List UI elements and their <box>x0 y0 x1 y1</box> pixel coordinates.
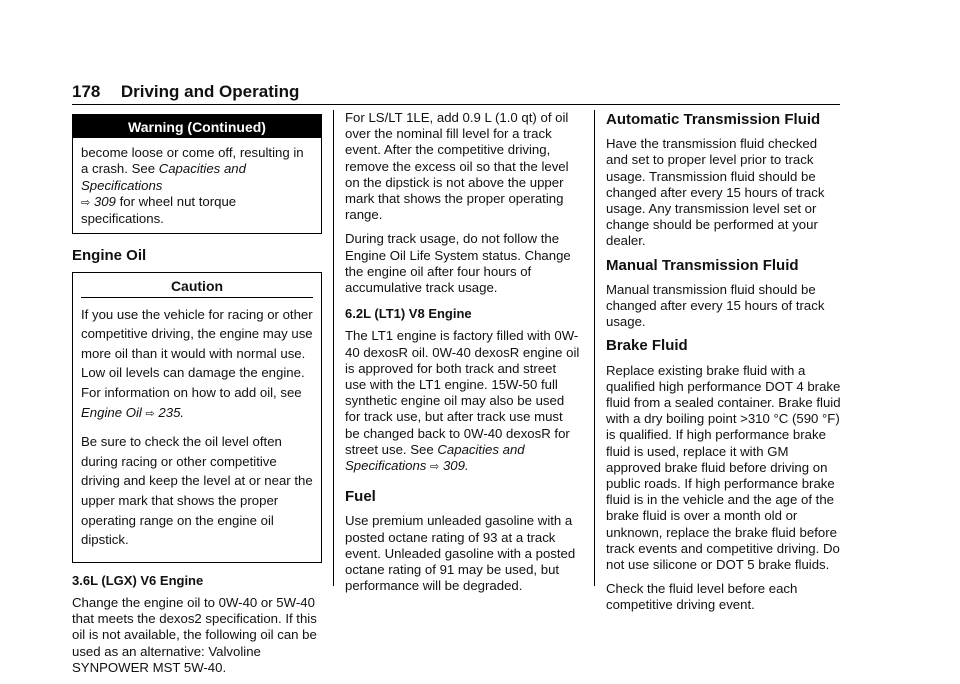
warning-title: Warning (Continued) <box>73 115 321 138</box>
mtf-heading: Manual Transmission Fluid <box>606 256 799 274</box>
warning-text-end: for wheel nut torque specifications. <box>81 193 237 227</box>
engine-oil-page-ref[interactable]: 235. <box>158 404 185 420</box>
caution-box <box>72 272 322 562</box>
chapter-title: Driving and Operating <box>120 82 300 101</box>
lt1-engine-text: The LT1 engine is factory filled with 0W-40 dexosR oil. 0W-40 dexosR engine oil is approved for both track and street use with the LT1 engine. 15W-50 full synthetic engine oil may also be used for track use, but after track use must be changed back to 0W-40 dexosR for street use. See <box>345 328 580 457</box>
page-header <box>72 82 842 102</box>
warning-text: become loose or come off, resulting in a crash. See <box>81 145 304 177</box>
column-divider <box>594 110 595 586</box>
lgx-engine-subheading: 3.6L (LGX) V6 Engine <box>72 572 204 588</box>
oil-life-paragraph: During track usage, do not follow the Engine Oil Life System status. Change the engine oil after four hours of accumulative track usage. <box>345 231 571 296</box>
brake-fluid-heading: Brake Fluid <box>606 337 688 355</box>
warning-reference-link[interactable]: Capacities and Specifications <box>81 161 246 193</box>
capacities-page-ref[interactable]: 309. <box>442 458 469 474</box>
warning-box <box>72 114 322 234</box>
brake-fluid-paragraph-2: Check the fluid level before each competitive driving event. <box>606 581 798 613</box>
page-ref-arrow-icon: ⇨ <box>430 461 440 474</box>
page-ref-arrow-icon: ⇨ <box>145 407 155 420</box>
column-3 <box>606 112 842 622</box>
atf-heading: Automatic Transmission Fluid <box>606 111 821 128</box>
lt1-engine-paragraph <box>345 328 580 475</box>
capacities-reference-link[interactable]: Capacities and Specifications <box>345 441 525 474</box>
page-number: 178 <box>72 82 101 101</box>
header-divider <box>72 104 840 105</box>
caution-title: Caution <box>81 273 313 297</box>
atf-paragraph: Have the transmission fluid checked and set to proper level prior to track usage. Transmission fluid should be changed after every 15 hours of track usage. Any transmission level set or change should be performed at your dealer. <box>606 136 825 249</box>
caution-body <box>73 298 321 562</box>
column-2 <box>345 110 580 602</box>
lt1-engine-subheading: 6.2L (LT1) V8 Engine <box>345 306 472 322</box>
caution-paragraph-2: Be sure to check the oil level often during racing or other competitive driving and keep the level at or near the upper mark that shows the proper operating range on the engine oil dipstick. <box>81 434 313 548</box>
lgx-engine-paragraph: Change the engine oil to 0W-40 or 5W-40 that meets the dexos2 specification. If this oil is not available, the following oil can be used as an alternative: Valvoline SYNPOWER MST 5W-40. <box>72 594 317 675</box>
column-divider <box>333 110 334 586</box>
caution-text: If you use the vehicle for racing or other competitive driving, the engine may use more oil than it would with normal use. Low oil levels can damage the engine. For information on how to add oil, see <box>81 306 313 400</box>
caution-paragraph <box>81 305 313 425</box>
warning-page-ref[interactable]: 309 <box>93 193 116 209</box>
fuel-heading: Fuel <box>345 488 376 506</box>
engine-oil-heading: Engine Oil <box>72 247 147 265</box>
brake-fluid-paragraph: Replace existing brake fluid with a qualified high performance DOT 4 brake fluid from a sealed container. Brake fluid with a dry boiling point >310 °C (590 °F) is qualified. If high performance brake fluid is used, replace it with GM approved brake fluid before driving on public roads. If high performance brake fluid is in the vehicle and the age of the brake fluid is over a month old or unknown, replace the brake fluid before track events and competitive driving. Do not use silicone or DOT 5 brake fluids. <box>606 362 841 573</box>
track-oil-paragraph: For LS/LT 1LE, add 0.9 L (1.0 qt) of oil over the nominal fill level for a track event. After the competitive driving, remove the excess oil so that the level on the dipstick is not above the upper mark that shows the proper operating range. <box>345 110 569 223</box>
page-ref-arrow-icon: ⇨ <box>81 196 91 209</box>
fuel-paragraph: Use premium unleaded gasoline with a posted octane rating of 93 at a track event. Unleaded gasoline with a posted octane rating of 91 may be used, but performance will be degraded. <box>345 513 576 594</box>
mtf-paragraph: Manual transmission fluid should be changed after every 15 hours of track usage. <box>606 281 825 330</box>
column-1 <box>72 114 322 684</box>
engine-oil-reference-link[interactable]: Engine Oil <box>81 404 142 420</box>
warning-body <box>73 138 321 233</box>
